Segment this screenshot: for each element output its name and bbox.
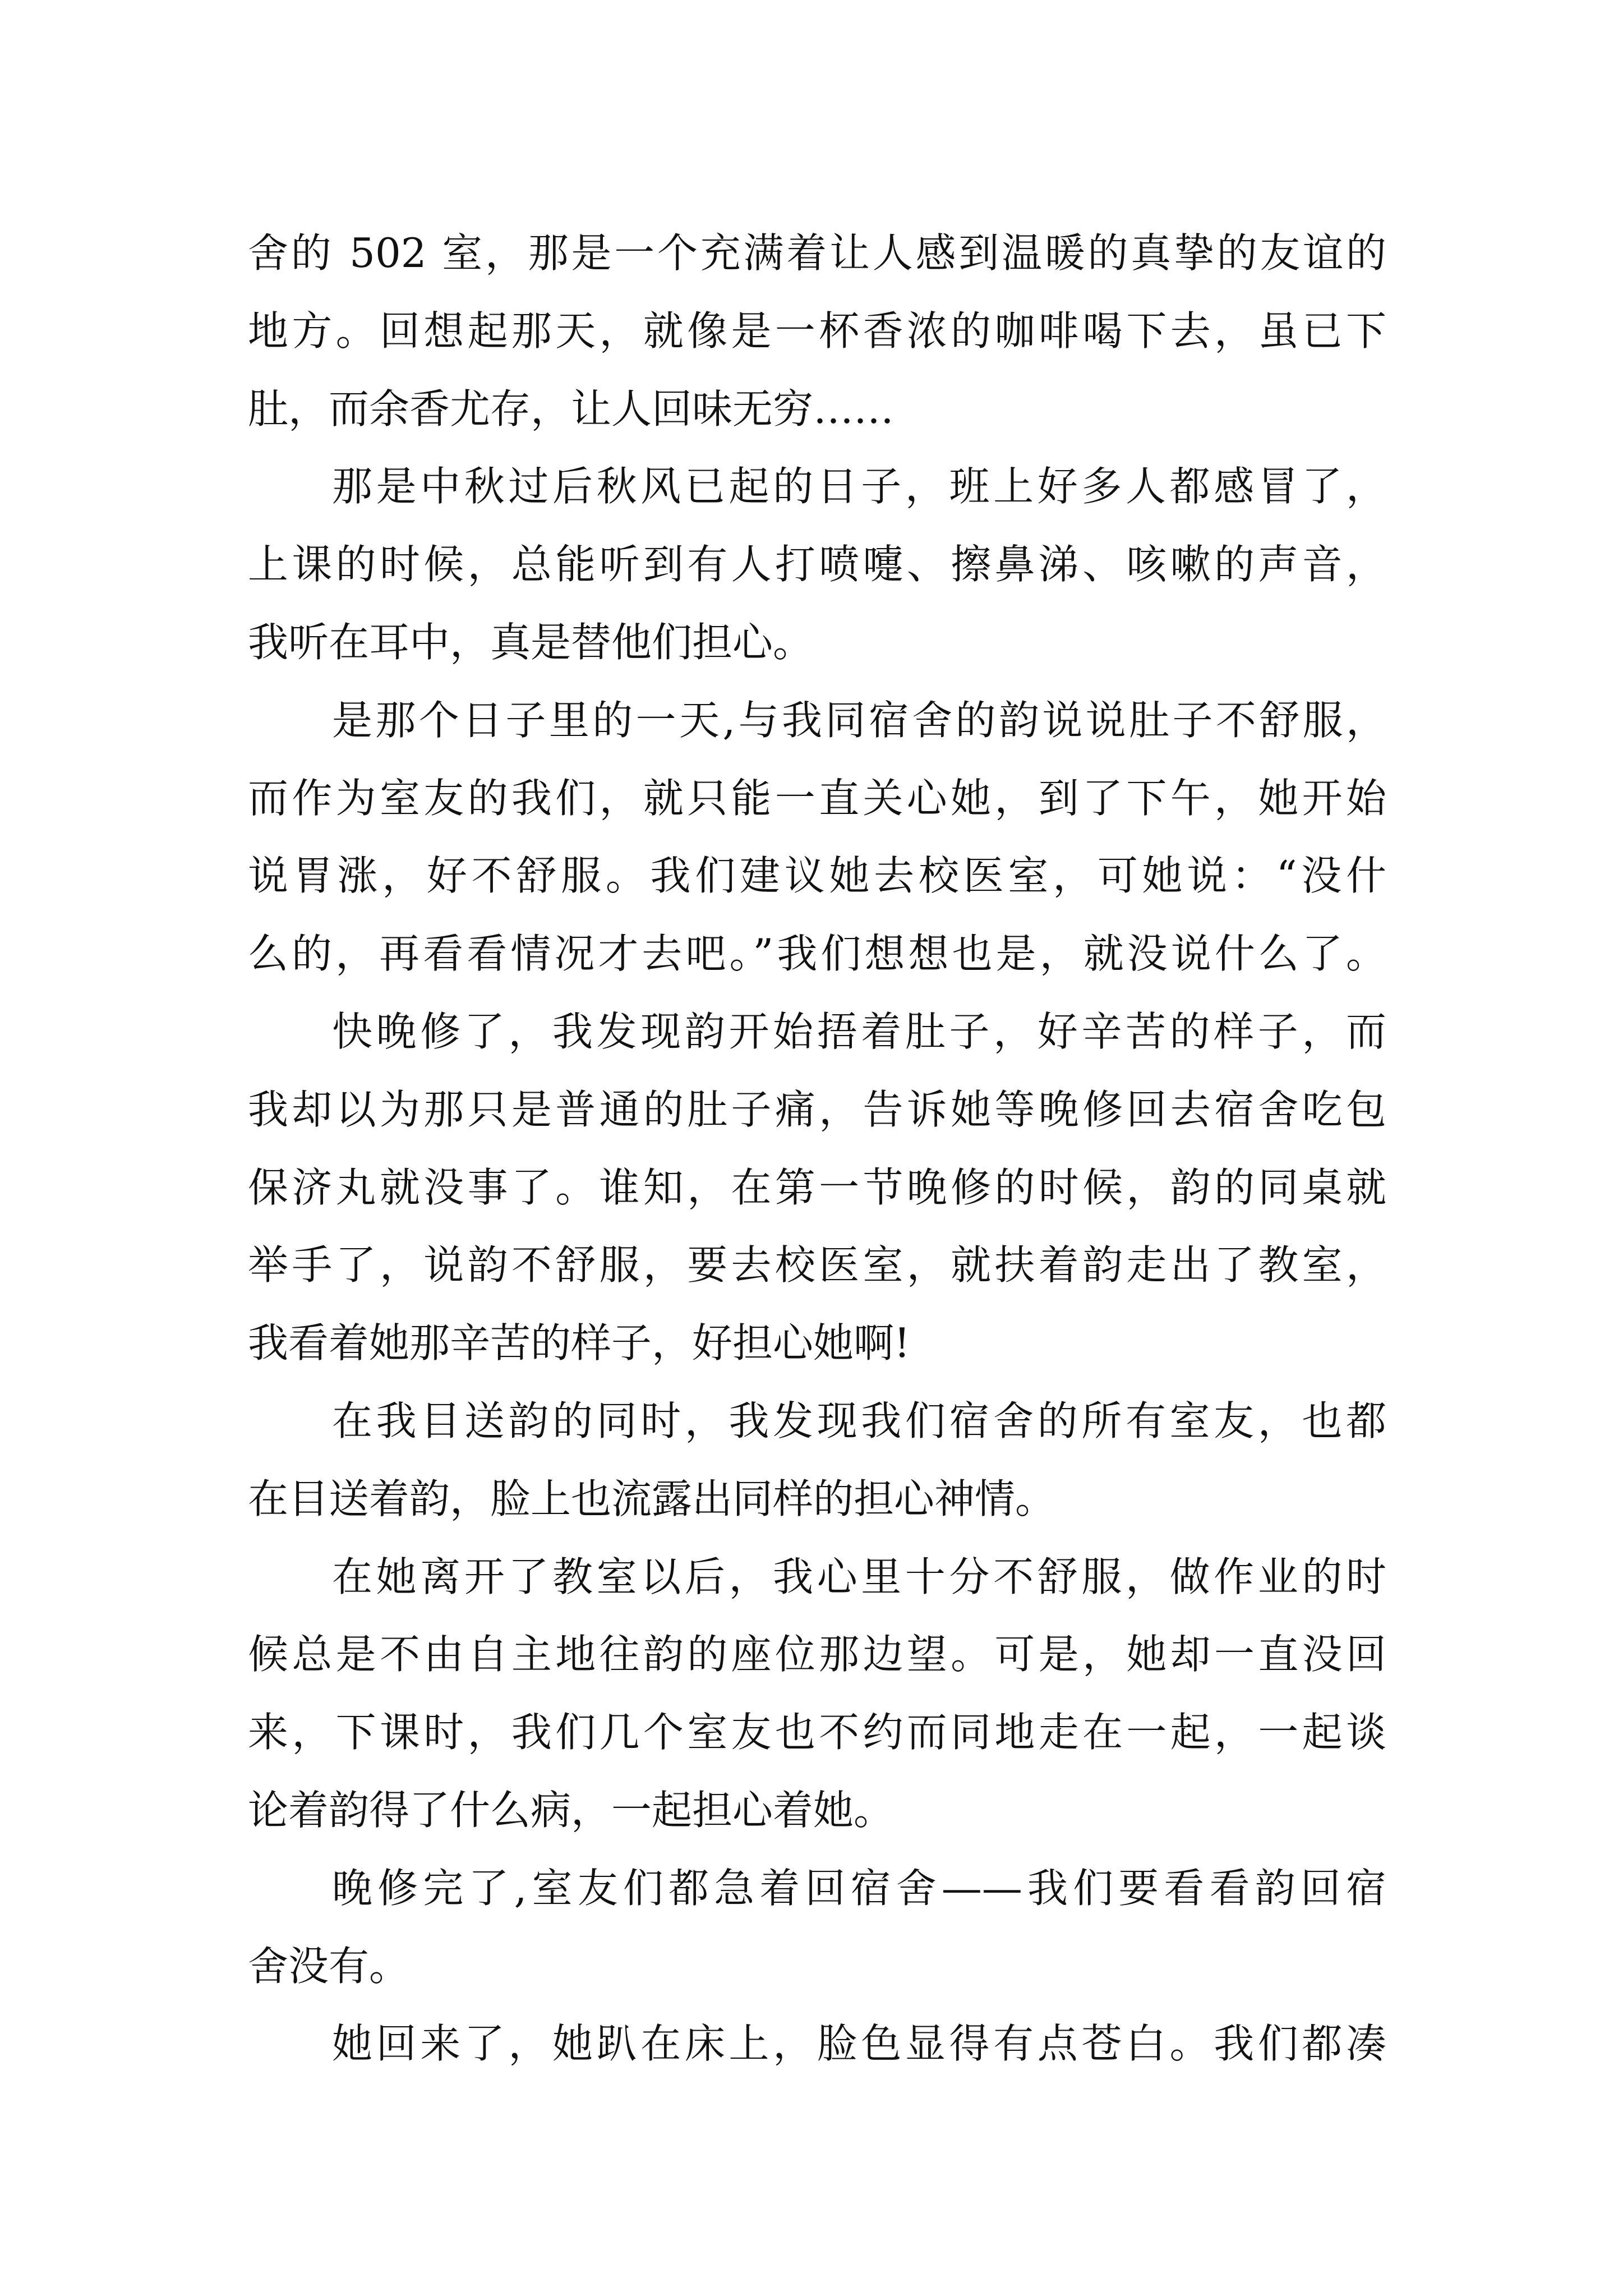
text-line: 是那个日子里的一天,与我同宿舍的韵说说肚子不舒服，	[332, 696, 1386, 744]
text-line: 地方。回想起那天，就像是一杯香浓的咖啡喝下去，虽已下	[248, 307, 1386, 355]
text-line: 我听在耳中，真是替他们担心。	[248, 618, 814, 666]
text-line: 那是中秋过后秋风已起的日子，班上好多人都感冒了，	[332, 463, 1386, 510]
text-line: 说胃涨，好不舒服。我们建议她去校医室，可她说：“没什	[248, 852, 1386, 900]
text-line: 我却以为那只是普通的肚子痛，告诉她等晚修回去宿舍吃包	[248, 1085, 1386, 1133]
text-line: 而作为室友的我们，就只能一直关心她，到了下午，她开始	[248, 774, 1386, 822]
text-line: 举手了，说韵不舒服，要去校医室，就扶着韵走出了教室，	[248, 1241, 1386, 1289]
text-line: 舍的 502 室，那是一个充满着让人感到温暖的真挚的友谊的	[248, 229, 1386, 277]
text-line: 晚修完了,室友们都急着回宿舍——我们要看看韵回宿	[332, 1864, 1386, 1912]
text-line: 么的，再看看情况才去吧。”我们想想也是，就没说什么了。	[248, 930, 1386, 978]
text-line: 我看着她那辛苦的样子，好担心她啊!	[248, 1319, 910, 1367]
text-line: 快晚修了，我发现韵开始捂着肚子，好辛苦的样子，而	[332, 1007, 1386, 1055]
text-line: 上课的时候，总能听到有人打喷嚏、擦鼻涕、咳嗽的声音，	[248, 541, 1386, 588]
text-line: 在我目送韵的同时，我发现我们宿舍的所有室友，也都	[332, 1397, 1386, 1444]
text-line: 候总是不由自主地往韵的座位那边望。可是，她却一直没回	[248, 1631, 1386, 1678]
text-line: 来，下课时，我们几个室友也不约而同地走在一起，一起谈	[248, 1709, 1386, 1756]
text-line: 保济丸就没事了。谁知，在第一节晚修的时候，韵的同桌就	[248, 1163, 1386, 1211]
text-line: 舍没有。	[248, 1942, 410, 1990]
text-line: 肚，而余香尤存，让人回味无穷……	[248, 385, 895, 432]
essay-body	[248, 214, 1386, 2083]
text-line: 论着韵得了什么病，一起担心着她。	[248, 1786, 895, 1834]
text-line: 她回来了，她趴在床上，脸色显得有点苍白。我们都凑	[332, 2020, 1386, 2068]
text-line: 在目送着韵，脸上也流露出同样的担心神情。	[248, 1475, 1056, 1522]
text-line: 在她离开了教室以后，我心里十分不舒服，做作业的时	[332, 1553, 1386, 1600]
